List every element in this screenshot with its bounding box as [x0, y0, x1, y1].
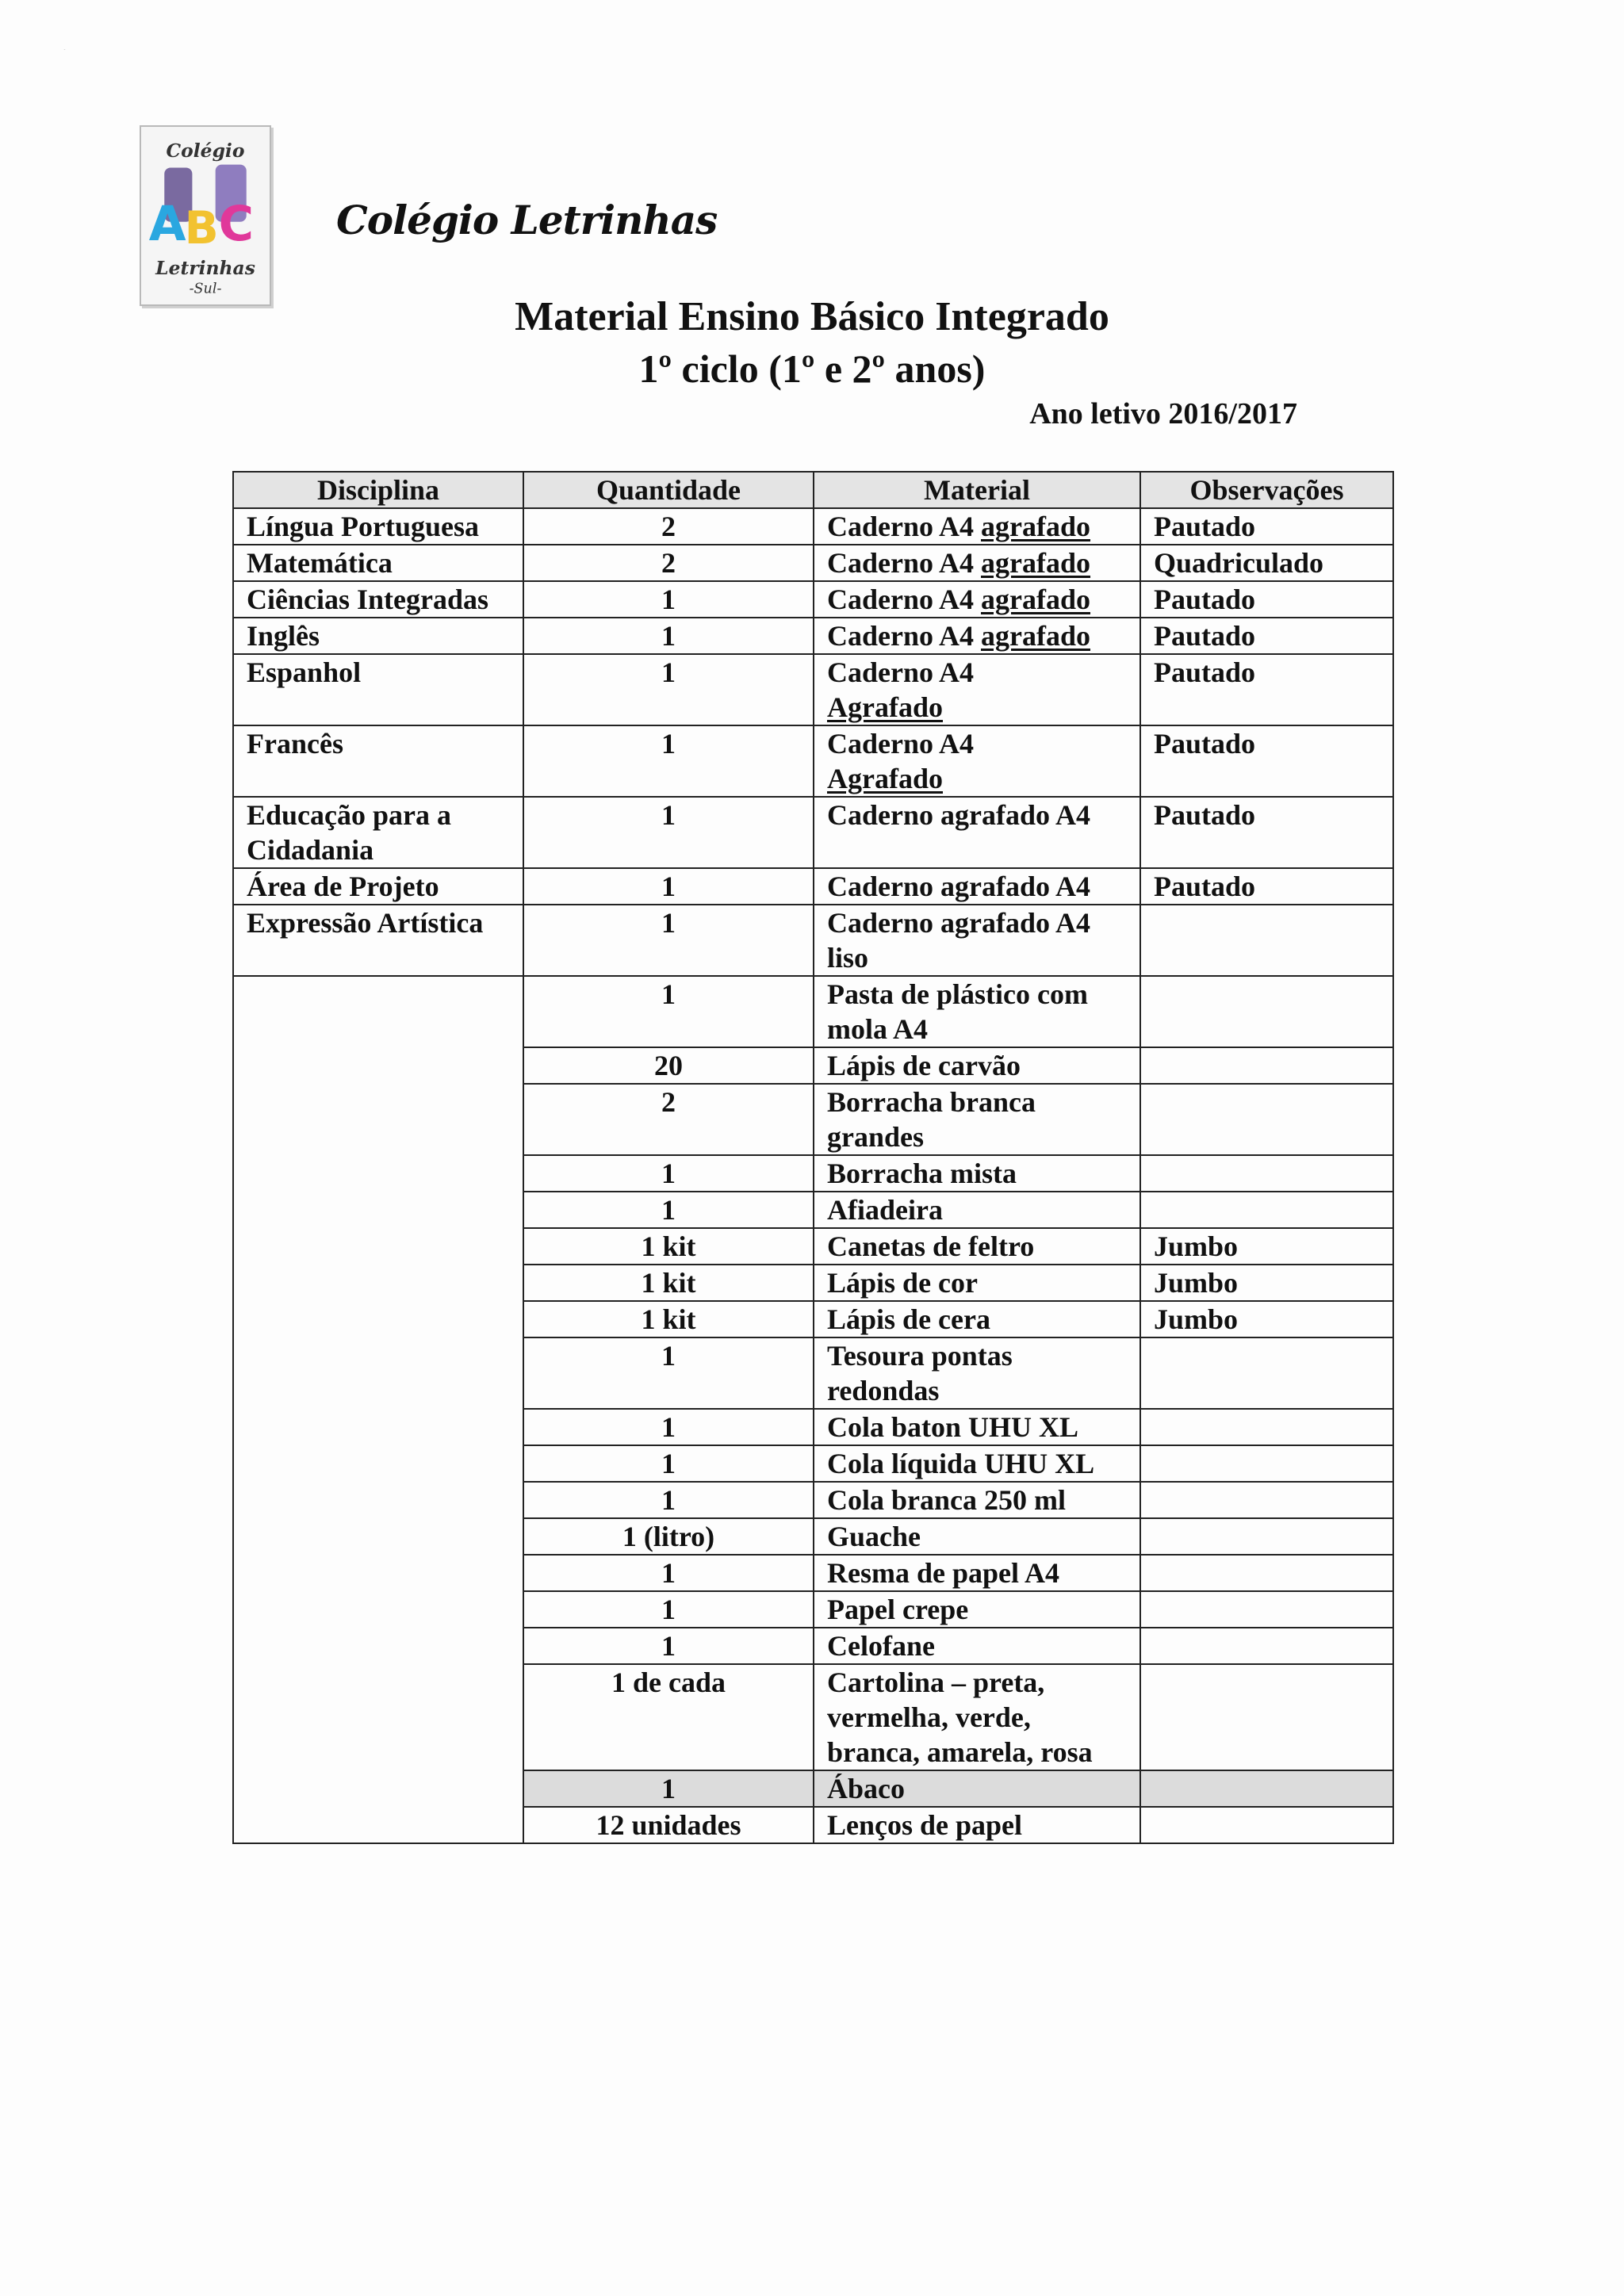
school-logo	[63, 50, 271, 306]
table-row	[233, 545, 1393, 581]
cell-discipline: Área de Projeto	[233, 868, 523, 905]
cell-material	[814, 581, 1140, 618]
logo-abc-b: B	[184, 202, 219, 255]
cell-material: Borracha mista	[814, 1155, 1140, 1192]
cell-quantity: 1	[523, 725, 814, 797]
table-row	[233, 725, 1393, 797]
cell-observations	[1140, 1337, 1393, 1409]
logo-word-letrinhas: Letrinhas	[155, 257, 255, 280]
cell-discipline: Língua Portuguesa	[233, 508, 523, 545]
material-text: Caderno A4	[827, 728, 975, 760]
cell-material: Caderno agrafado A4	[814, 797, 1140, 868]
cell-quantity: 1	[523, 1445, 814, 1482]
cell-quantity: 1	[523, 581, 814, 618]
cell-material: Ábaco	[814, 1770, 1140, 1807]
table-row	[233, 508, 1393, 545]
cell-observations	[1140, 1518, 1393, 1555]
cell-quantity: 1	[523, 1155, 814, 1192]
cell-material: Guache	[814, 1518, 1140, 1555]
cell-observations: Jumbo	[1140, 1301, 1393, 1337]
cell-observations: Pautado	[1140, 618, 1393, 654]
cell-material	[814, 508, 1140, 545]
cell-quantity: 2	[523, 508, 814, 545]
cell-quantity: 1	[523, 1409, 814, 1445]
material-text: Caderno A4	[827, 584, 975, 615]
cell-discipline: Matemática	[233, 545, 523, 581]
cell-quantity: 1	[523, 1192, 814, 1228]
cell-material: Cola líquida UHU XL	[814, 1445, 1140, 1482]
cell-observations	[1140, 976, 1393, 1047]
cell-discipline: Francês	[233, 725, 523, 797]
cell-quantity: 1	[523, 1628, 814, 1664]
table-row	[233, 797, 1393, 868]
cell-discipline: Expressão Artística	[233, 905, 523, 976]
cell-discipline: Espanhol	[233, 654, 523, 725]
cell-quantity: 1	[523, 976, 814, 1047]
cell-discipline: Educação para a Cidadania	[233, 797, 523, 868]
cell-material: Caderno agrafado A4	[814, 868, 1140, 905]
cell-quantity: 1 de cada	[523, 1664, 814, 1770]
cell-observations: Pautado	[1140, 581, 1393, 618]
cell-quantity: 1	[523, 1482, 814, 1518]
material-underlined: agrafado	[981, 511, 1091, 542]
material-text: Caderno A4	[827, 547, 975, 579]
cell-material: Caderno agrafado A4 liso	[814, 905, 1140, 976]
cell-material: Resma de papel A4	[814, 1555, 1140, 1591]
cell-observations	[1140, 1155, 1393, 1192]
cell-quantity: 1 kit	[523, 1228, 814, 1265]
cell-material	[814, 618, 1140, 654]
cell-quantity: 1	[523, 868, 814, 905]
logo-word-sul: -Sul-	[189, 281, 222, 297]
logo-word-abc: ABC	[63, 50, 66, 52]
cell-quantity: 20	[523, 1047, 814, 1084]
table-row	[233, 581, 1393, 618]
cell-observations: Pautado	[1140, 654, 1393, 725]
document-subtitle: 1º ciclo (1º e 2º anos)	[638, 346, 986, 391]
cell-quantity: 1	[523, 905, 814, 976]
cell-material: Cola baton UHU XL	[814, 1409, 1140, 1445]
cell-observations	[1140, 1770, 1393, 1807]
cell-observations: Jumbo	[1140, 1265, 1393, 1301]
cell-quantity: 2	[523, 545, 814, 581]
cell-quantity: 1	[523, 1555, 814, 1591]
material-text: Caderno A4	[827, 511, 975, 542]
cell-quantity: 1	[523, 654, 814, 725]
material-underlined: Agrafado	[827, 691, 943, 723]
materials-table	[232, 471, 1394, 1844]
cell-quantity: 1 kit	[523, 1265, 814, 1301]
cell-material	[814, 654, 1140, 725]
cell-observations	[1140, 1482, 1393, 1518]
header-observations: Observações	[1140, 472, 1393, 508]
cell-material: Borracha branca grandes	[814, 1084, 1140, 1155]
cell-material: Canetas de feltro	[814, 1228, 1140, 1265]
table-row	[233, 976, 1393, 1047]
cell-material: Lápis de cera	[814, 1301, 1140, 1337]
cell-observations	[1140, 1807, 1393, 1843]
material-underlined: agrafado	[981, 584, 1091, 615]
material-underlined: Agrafado	[827, 763, 943, 794]
cell-quantity: 1	[523, 618, 814, 654]
cell-observations	[1140, 1084, 1393, 1155]
cell-discipline: Inglês	[233, 618, 523, 654]
header-material: Material	[814, 472, 1140, 508]
school-logo-image	[63, 50, 270, 304]
cell-material	[814, 725, 1140, 797]
cell-observations: Pautado	[1140, 868, 1393, 905]
cell-discipline-general	[233, 976, 523, 1843]
logo-word-colegio: Colégio	[166, 139, 245, 162]
cell-quantity: 1	[523, 1591, 814, 1628]
logo-abc-c: C	[218, 197, 254, 253]
cell-material: Cartolina – preta, vermelha, verde, branca, amarela, rosa	[814, 1664, 1140, 1770]
cell-material: Lenços de papel	[814, 1807, 1140, 1843]
school-name: Colégio Letrinhas	[336, 197, 718, 243]
cell-observations	[1140, 905, 1393, 976]
cell-material: Lápis de cor	[814, 1265, 1140, 1301]
cell-observations: Pautado	[1140, 508, 1393, 545]
cell-quantity: 1 (litro)	[523, 1518, 814, 1555]
cell-observations	[1140, 1409, 1393, 1445]
cell-observations	[1140, 1445, 1393, 1482]
cell-observations: Pautado	[1140, 797, 1393, 868]
cell-observations: Jumbo	[1140, 1228, 1393, 1265]
table-header-row	[233, 472, 1393, 508]
document-title: Material Ensino Básico Integrado	[515, 294, 1109, 339]
cell-material: Cola branca 250 ml	[814, 1482, 1140, 1518]
cell-quantity: 1 kit	[523, 1301, 814, 1337]
material-underlined: agrafado	[981, 547, 1091, 579]
cell-material: Celofane	[814, 1628, 1140, 1664]
table-row	[233, 868, 1393, 905]
cell-observations	[1140, 1047, 1393, 1084]
cell-observations	[1140, 1628, 1393, 1664]
cell-observations	[1140, 1555, 1393, 1591]
cell-discipline: Ciências Integradas	[233, 581, 523, 618]
material-text: Caderno A4	[827, 656, 975, 688]
cell-material: Lápis de carvão	[814, 1047, 1140, 1084]
cell-quantity: 1	[523, 1770, 814, 1807]
cell-material: Pasta de plástico com mola A4	[814, 976, 1140, 1047]
cell-material	[814, 545, 1140, 581]
header-quantity: Quantidade	[523, 472, 814, 508]
cell-quantity: 1	[523, 797, 814, 868]
header-discipline: Disciplina	[233, 472, 523, 508]
logo-abc-a: A	[148, 197, 186, 253]
cell-observations: Quadriculado	[1140, 545, 1393, 581]
cell-material: Tesoura pontas redondas	[814, 1337, 1140, 1409]
cell-quantity: 1	[523, 1337, 814, 1409]
cell-observations	[1140, 1591, 1393, 1628]
material-text: Caderno A4	[827, 620, 975, 652]
cell-quantity: 12 unidades	[523, 1807, 814, 1843]
cell-quantity: 2	[523, 1084, 814, 1155]
cell-material: Afiadeira	[814, 1192, 1140, 1228]
table-row	[233, 654, 1393, 725]
cell-observations	[1140, 1664, 1393, 1770]
table-row	[233, 905, 1393, 976]
cell-material: Papel crepe	[814, 1591, 1140, 1628]
cell-observations: Pautado	[1140, 725, 1393, 797]
cell-observations	[1140, 1192, 1393, 1228]
school-year: Ano letivo 2016/2017	[1029, 397, 1297, 430]
table-row	[233, 618, 1393, 654]
material-underlined: agrafado	[981, 620, 1091, 652]
